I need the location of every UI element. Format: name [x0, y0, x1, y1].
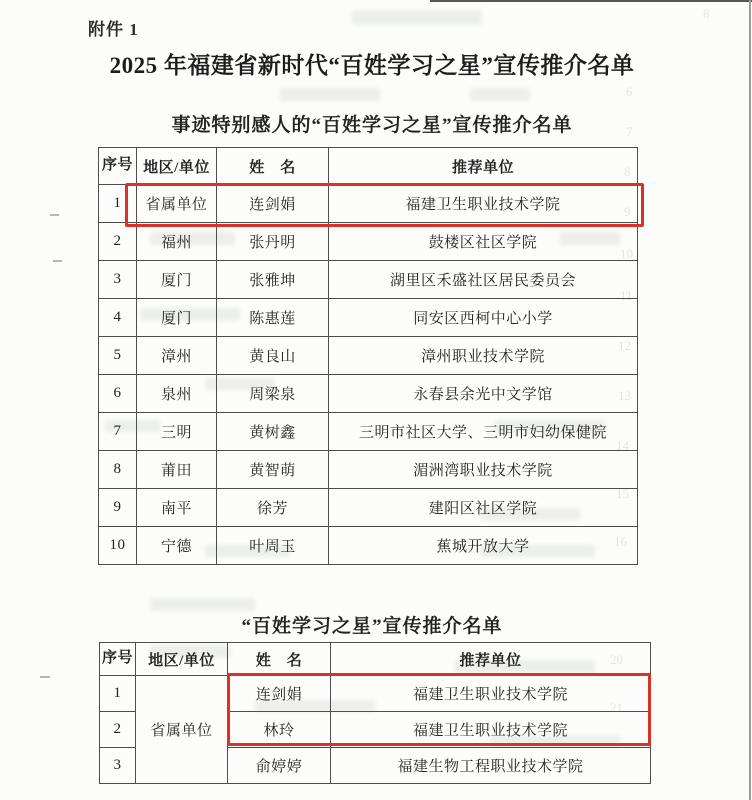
- cell-recommender: 三明市社区大学、三明市妇幼保健院: [329, 413, 638, 451]
- cell-recommender: 永春县余光中文学馆: [329, 375, 638, 413]
- cell-region-merged: 省属单位: [136, 676, 228, 784]
- cell-index: 7: [99, 413, 137, 451]
- cell-recommender: 湖里区禾盛社区居民委员会: [329, 261, 638, 299]
- cell-region: 厦门: [137, 261, 217, 299]
- cell-name: 陈惠莲: [217, 299, 329, 337]
- bleed-through-number: 8: [703, 6, 710, 21]
- table-row: [99, 261, 638, 299]
- table-row: [99, 413, 638, 451]
- bleed-through-number: 9: [624, 204, 631, 219]
- cell-recommender: 福建卫生职业技术学院: [331, 712, 651, 748]
- cell-name: 林玲: [228, 712, 331, 748]
- cell-region: 三明: [137, 413, 217, 451]
- bleed-through-artifact: [280, 88, 380, 101]
- bleed-through-number: 13: [618, 388, 631, 403]
- section1-title: 事迹特别感人的“百姓学习之星”宣传推介名单: [171, 115, 573, 136]
- cell-name: 黄树鑫: [217, 413, 329, 451]
- bleed-through-number: 8: [624, 164, 631, 179]
- cell-recommender: 福建卫生职业技术学院: [331, 676, 651, 712]
- cell-recommender: 鼓楼区社区学院: [329, 223, 638, 261]
- cell-index: 6: [99, 375, 137, 413]
- bleed-through-number: 7: [626, 124, 633, 139]
- cell-name: 叶周玉: [217, 527, 329, 565]
- header-index: 序号: [100, 643, 136, 676]
- table-row: [99, 185, 638, 223]
- attachment-label: 附件 1: [88, 20, 139, 39]
- bleed-through-artifact: [150, 598, 255, 611]
- cell-region: 南平: [137, 489, 217, 527]
- cell-region: 省属单位: [137, 185, 217, 223]
- cell-name: 张雅坤: [217, 261, 329, 299]
- cell-recommender: 漳州职业技术学院: [329, 337, 638, 375]
- table-row: [99, 337, 638, 375]
- cell-recommender: 建阳区社区学院: [329, 489, 638, 527]
- cell-recommender: 福建卫生职业技术学院: [329, 185, 638, 223]
- table-header-row: [100, 643, 651, 676]
- table-row: [99, 489, 638, 527]
- cell-index: 1: [100, 676, 136, 712]
- cell-name: 徐芳: [217, 489, 329, 527]
- header-recommender: 推荐单位: [331, 643, 651, 676]
- cell-index: 3: [100, 748, 136, 784]
- cell-region: 厦门: [137, 299, 217, 337]
- bleed-through-number: 20: [610, 652, 623, 667]
- cell-name: 连剑娟: [228, 676, 331, 712]
- cell-index: 2: [100, 712, 136, 748]
- cell-name: 黄良山: [217, 337, 329, 375]
- cell-name: 黄智萌: [217, 451, 329, 489]
- table-row: [100, 676, 651, 712]
- cell-name: 连剑娟: [217, 185, 329, 223]
- table-row: [99, 375, 638, 413]
- page-title: 2025 年福建省新时代“百姓学习之星”宣传推介名单: [109, 53, 635, 78]
- header-name: 姓 名: [217, 148, 329, 185]
- cell-index: 3: [99, 261, 137, 299]
- scan-edge-artifact: [749, 0, 751, 800]
- bleed-through-number: 10: [620, 246, 633, 261]
- bleed-through-artifact: [352, 10, 482, 25]
- header-recommender: 推荐单位: [329, 148, 638, 185]
- bleed-through-number: 12: [618, 338, 631, 353]
- cell-recommender: 蕉城开放大学: [329, 527, 638, 565]
- cell-region: 泉州: [137, 375, 217, 413]
- cell-index: 9: [99, 489, 137, 527]
- table-all-stars: [99, 642, 651, 784]
- cell-index: 10: [99, 527, 137, 565]
- bleed-through-number: 6: [626, 84, 633, 99]
- table-row: [99, 299, 638, 337]
- cell-index: 1: [99, 185, 137, 223]
- scan-artifact: [53, 260, 62, 262]
- bleed-through-number: 21: [610, 700, 623, 715]
- section2-title: “百姓学习之星”宣传推介名单: [241, 616, 503, 637]
- bleed-through-artifact: [470, 88, 530, 101]
- cell-name: 周梁泉: [217, 375, 329, 413]
- cell-name: 张丹明: [217, 223, 329, 261]
- cell-region: 福州: [137, 223, 217, 261]
- cell-index: 5: [99, 337, 137, 375]
- scan-artifact: [40, 676, 50, 678]
- cell-index: 8: [99, 451, 137, 489]
- table-row: [99, 451, 638, 489]
- bleed-through-number: 14: [616, 438, 629, 453]
- cell-recommender: 福建生物工程职业技术学院: [331, 748, 651, 784]
- table-row: [99, 527, 638, 565]
- cell-recommender: 同安区西柯中心小学: [329, 299, 638, 337]
- cell-name: 俞婷婷: [228, 748, 331, 784]
- bleed-through-number: 11: [620, 288, 633, 303]
- scan-artifact: [50, 214, 59, 216]
- header-index: 序号: [99, 148, 137, 185]
- cell-recommender: 湄洲湾职业技术学院: [329, 451, 638, 489]
- header-region: 地区/单位: [137, 148, 217, 185]
- cell-region: 莆田: [137, 451, 217, 489]
- header-region: 地区/单位: [136, 643, 228, 676]
- cell-index: 2: [99, 223, 137, 261]
- table-header-row: [99, 148, 638, 185]
- cell-index: 4: [99, 299, 137, 337]
- header-name: 姓 名: [228, 643, 331, 676]
- cell-region: 漳州: [137, 337, 217, 375]
- table-special-stars: [98, 147, 638, 565]
- cell-region: 宁德: [137, 527, 217, 565]
- bleed-through-number: 15: [616, 486, 629, 501]
- scan-edge-artifact: [430, 0, 752, 2]
- table-row: [99, 223, 638, 261]
- bleed-through-number: 16: [614, 534, 627, 549]
